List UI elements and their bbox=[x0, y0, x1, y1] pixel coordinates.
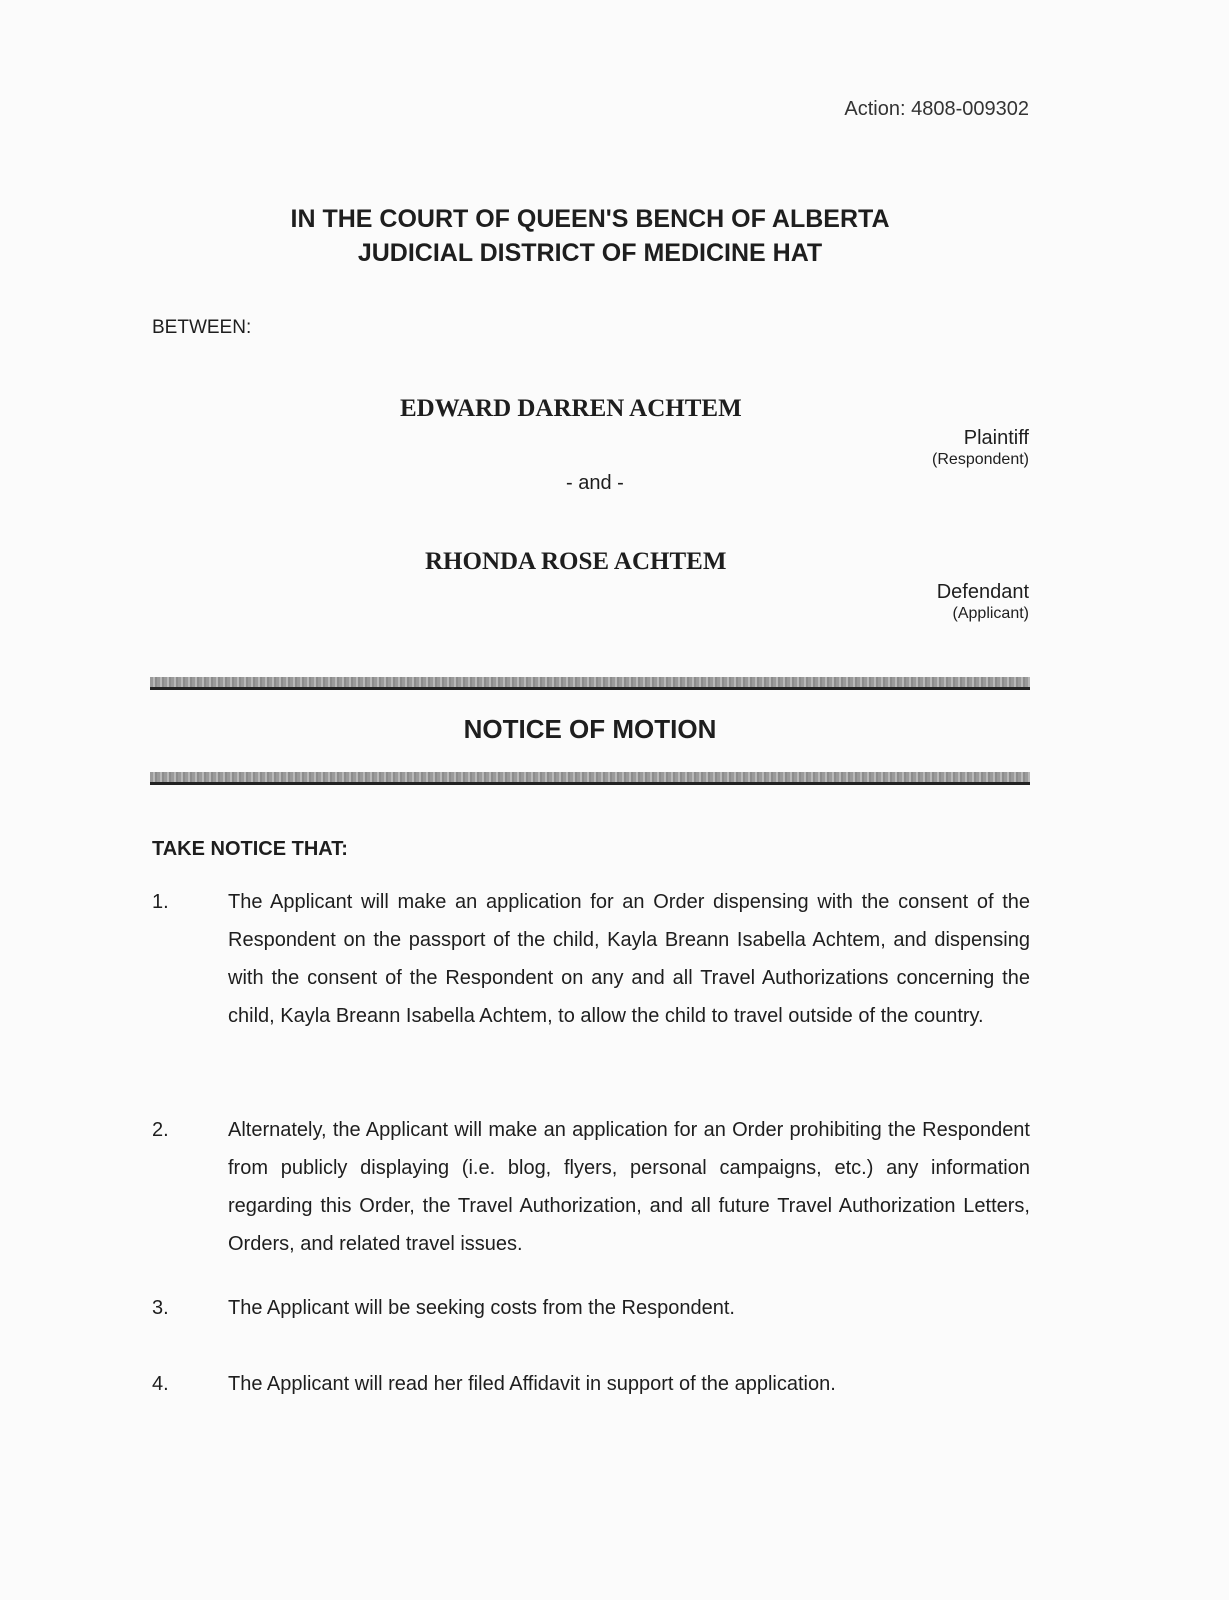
list-item bbox=[152, 1289, 1030, 1327]
court-heading bbox=[0, 202, 1180, 270]
plaintiff-role bbox=[932, 426, 1029, 470]
defendant-name: RHONDA ROSE ACHTEM bbox=[425, 548, 727, 575]
divider-top bbox=[150, 677, 1030, 690]
and-separator: - and - bbox=[566, 472, 624, 494]
list-item bbox=[152, 1111, 1030, 1263]
item-number: 1. bbox=[152, 891, 169, 913]
item-text: The Applicant will make an application for an Order dispensing with the consent of the Respondent on the passport of the child, Kayla Breann Isabella Achtem, and dispensing with the consent of the Respondent on any and all Travel Authorizations concerning the child, Kayla Breann Isabella Achtem, to allow the child to travel outside of the country. bbox=[228, 891, 1030, 1027]
item-number: 3. bbox=[152, 1297, 169, 1319]
plaintiff-subrole: (Respondent) bbox=[932, 451, 1029, 468]
list-item bbox=[152, 883, 1030, 1035]
take-notice-heading: TAKE NOTICE THAT: bbox=[152, 838, 348, 860]
list-item bbox=[152, 1365, 1030, 1403]
between-label: BETWEEN: bbox=[152, 317, 252, 338]
defendant-role bbox=[937, 580, 1029, 624]
document-title: NOTICE OF MOTION bbox=[463, 714, 717, 744]
plaintiff-name: EDWARD DARREN ACHTEM bbox=[400, 395, 742, 422]
item-number: 4. bbox=[152, 1373, 169, 1395]
defendant-subrole: (Applicant) bbox=[952, 605, 1029, 622]
plaintiff-role-label: Plaintiff bbox=[963, 427, 1029, 449]
item-number: 2. bbox=[152, 1119, 169, 1141]
item-text: The Applicant will be seeking costs from the Respondent. bbox=[228, 1297, 735, 1319]
action-number: Action: 4808-009302 bbox=[844, 98, 1029, 120]
judicial-district: JUDICIAL DISTRICT OF MEDICINE HAT bbox=[357, 239, 823, 267]
divider-bottom bbox=[150, 772, 1030, 785]
item-text: Alternately, the Applicant will make an application for an Order prohibiting the Respondent from publicly displaying (i.e. blog, flyers, personal campaigns, etc.) any information regarding this Order, the Travel Authorization, and all future Travel Authorization Letters, Orders, and related travel issues. bbox=[228, 1119, 1030, 1255]
court-name: IN THE COURT OF QUEEN'S BENCH OF ALBERTA bbox=[290, 205, 890, 233]
defendant-role-label: Defendant bbox=[936, 581, 1029, 603]
item-text: The Applicant will read her filed Affidavit in support of the application. bbox=[228, 1373, 836, 1395]
